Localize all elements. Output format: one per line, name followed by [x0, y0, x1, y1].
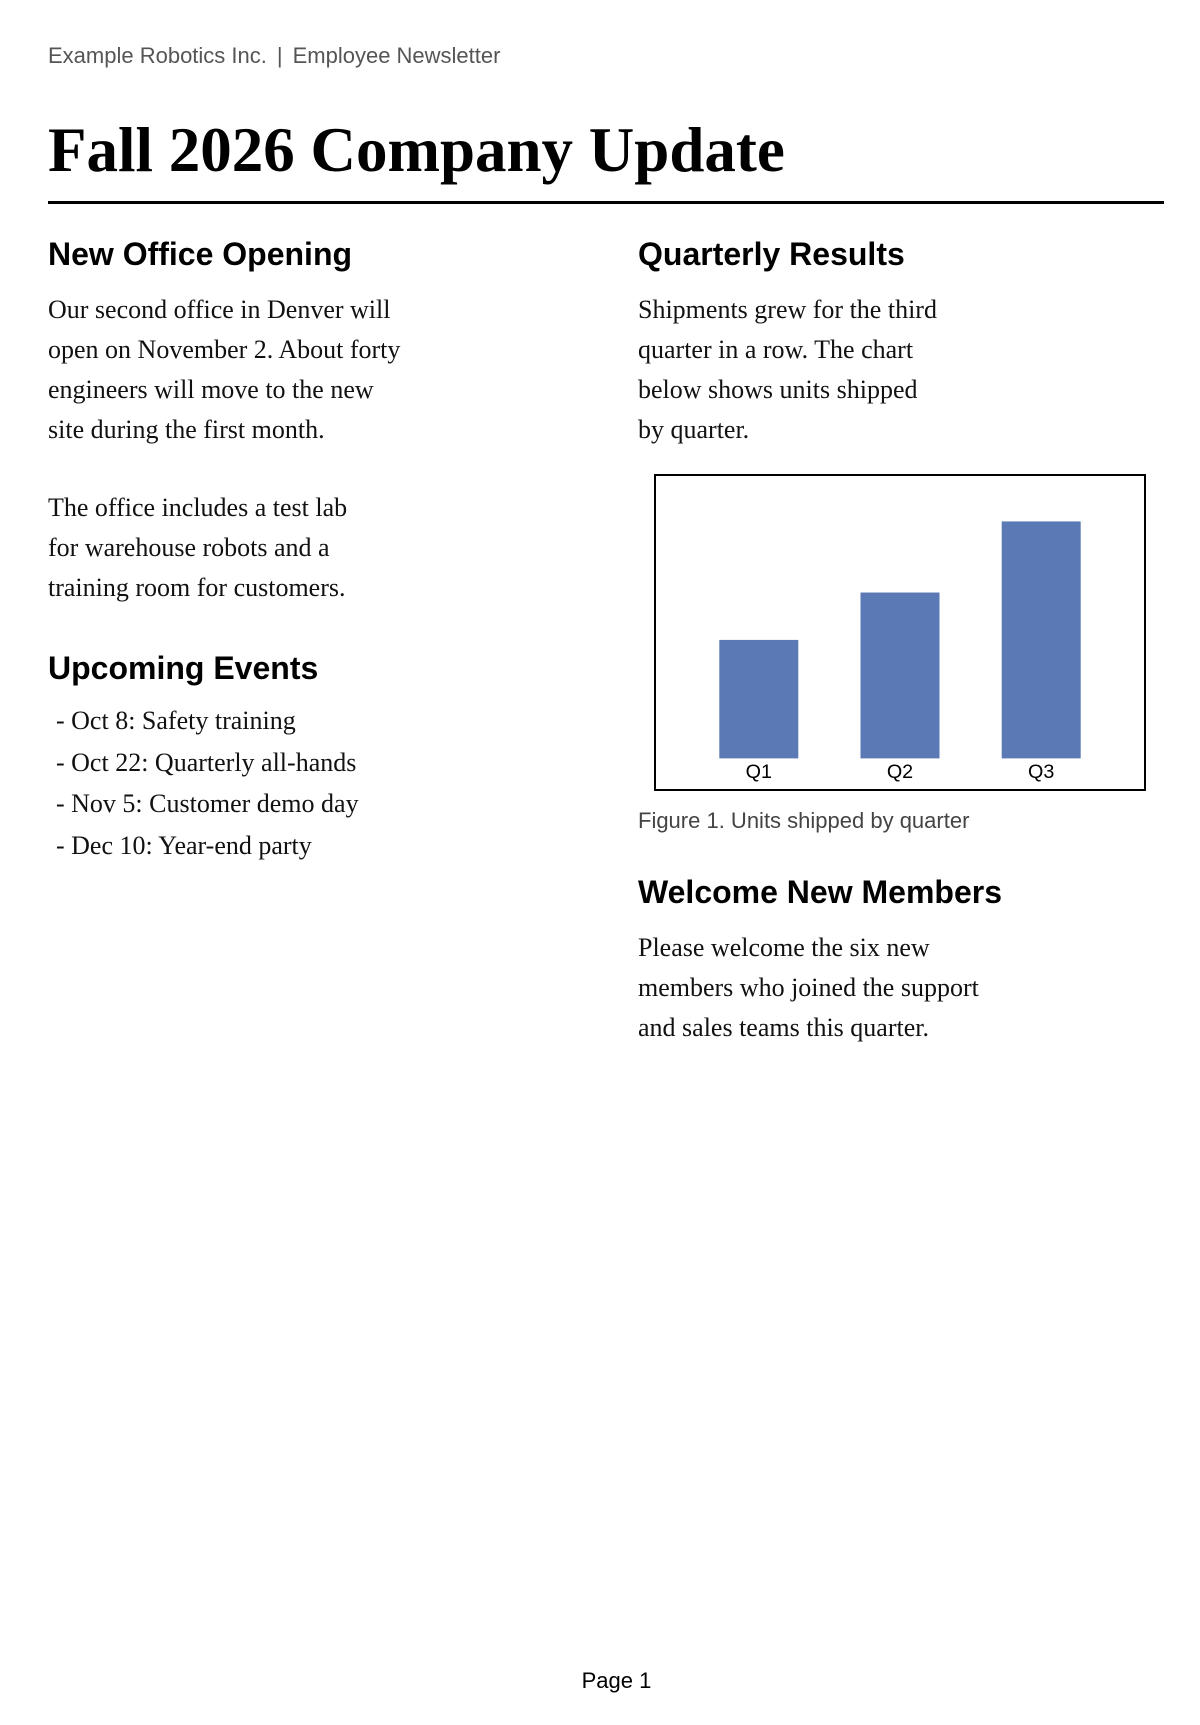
- section-heading-new-office: New Office Opening: [48, 236, 353, 272]
- section-heading-welcome: Welcome New Members: [638, 874, 1002, 910]
- event-item: - Dec 10: Year-end party: [56, 830, 312, 860]
- newsletter-header: [48, 43, 500, 69]
- page-title: Fall 2026 Company Update: [48, 115, 785, 185]
- x-tick-label: Q1: [745, 761, 772, 784]
- new-office-paragraph-2: The office includes a test lab for warehouse robots and a training room for customers.: [48, 493, 348, 602]
- right-column: [638, 232, 1164, 450]
- welcome-section: [638, 870, 1164, 1048]
- left-column: [48, 232, 588, 866]
- bar-q2: [861, 593, 940, 759]
- results-paragraph: Shipments grew for the third quarter in a row. The chart below shows units shipped by quarter.: [638, 295, 937, 444]
- event-item: - Oct 22: Quarterly all-hands: [56, 747, 357, 777]
- bar-chart-svg: [656, 476, 1144, 789]
- new-office-paragraph-1: Our second office in Denver will open on November 2. About forty engineers will move to the new site during the first month.: [48, 295, 401, 444]
- events-list: [48, 700, 588, 866]
- units-shipped-chart: [654, 474, 1146, 791]
- bar-q3: [1002, 521, 1081, 758]
- event-item: - Nov 5: Customer demo day: [56, 789, 359, 818]
- welcome-paragraph: Please welcome the six new members who joined the support and sales teams this quarter.: [638, 933, 979, 1042]
- title-divider: [48, 201, 1164, 204]
- bar-q1: [719, 640, 798, 758]
- company-name: Example Robotics Inc.: [48, 43, 267, 68]
- publication-name: Employee Newsletter: [292, 43, 501, 68]
- x-tick-label: Q3: [1028, 761, 1055, 784]
- event-item: - Oct 8: Safety training: [56, 706, 296, 735]
- x-tick-label: Q2: [886, 761, 914, 784]
- figure-caption: Figure 1. Units shipped by quarter: [638, 808, 970, 833]
- header-separator: |: [276, 43, 283, 68]
- section-heading-events: Upcoming Events: [48, 650, 319, 686]
- section-heading-results: Quarterly Results: [638, 236, 905, 272]
- page-number: Page 1: [581, 1668, 652, 1693]
